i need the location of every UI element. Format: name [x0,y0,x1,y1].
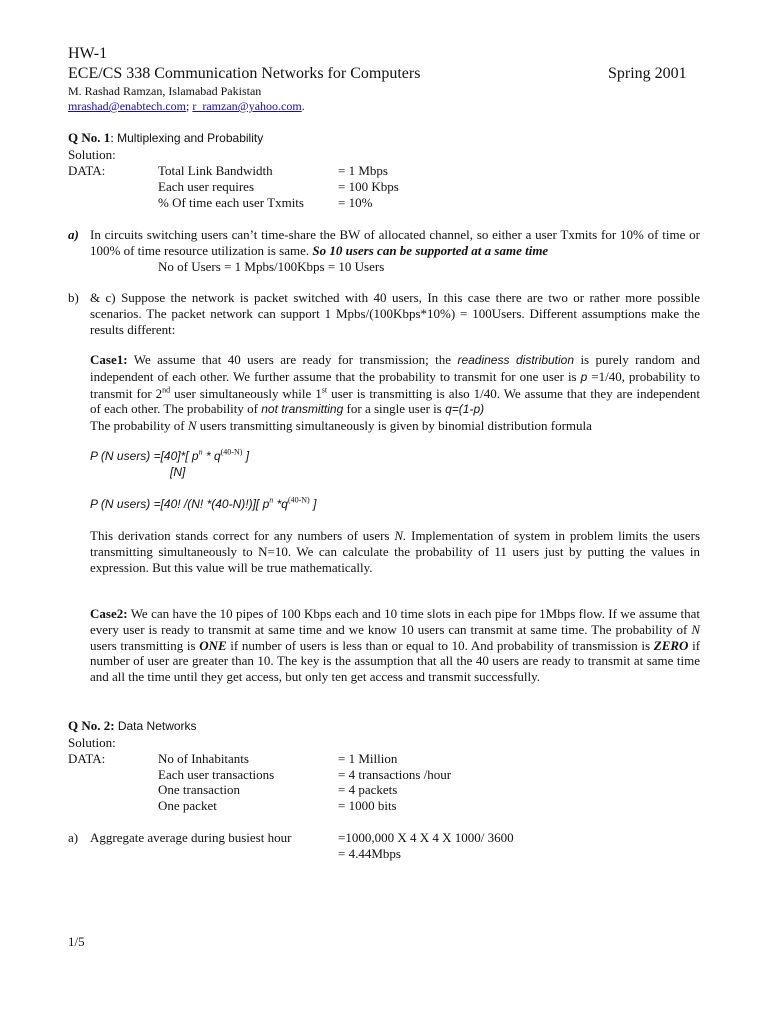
q1-data-value: = 100 Kbps [338,179,399,194]
q2-data-value: = 1 Million [338,751,398,766]
q2-data-value: = 4 packets [338,782,398,797]
page-number: 1/5 [68,934,85,949]
q1-a-text: In circuits switching users can’t time-share the BW of allocated channel, so either a user Txmits for 10% of time or 100% of time resource utilization is same. So 10 users can be supported at a same time [90,227,700,258]
q2-data-name: No of Inhabitants [158,751,249,766]
q1-data-name: % Of time each user Txmits [158,195,304,210]
q1-title: Multiplexing and Probability [117,131,264,145]
email-link-2[interactable]: r_ramzan@yahoo.com [192,99,302,113]
author: M. Rashad Ramzan, Islamabad Pakistan [68,84,262,98]
q2-data-value: = 1000 bits [338,798,397,813]
q1-a-calc: No of Users = 1 Mpbs/100Kbps = 10 Users [158,259,385,274]
q2-a-calc-1: =1000,000 X 4 X 4 X 1000/ 3600 [338,830,514,845]
term: Spring 2001 [608,65,687,82]
q1-data-name: Total Link Bandwidth [158,163,273,178]
q2-data-name: One packet [158,798,217,813]
q1-label: Q No. 1 [68,130,111,145]
email-link-1[interactable]: mrashad@enabtech.com [68,99,187,113]
case2-paragraph: Case2: We can have the 10 pipes of 100 Kbps each and 10 time slots in each pipe for 1Mbps flow. If we assume that every user is ready to transmit at same time and we know 10 users can transmit at same time. The probability of N users transmitting is ONE if number of users is less than or equal to 10. And probability of transmission is ZERO if number of user are greater than 10. The key is the assumption that all the 40 users are ready to transmit at same time and all the time until they get access, but only ten get access and transmit successfully. [90,606,701,685]
q2-a-label: a) [68,830,79,845]
q1-data-value: = 1 Mbps [338,163,388,178]
formula-2: P (N users) =[40! /(N! *(40-N)!)][ $p^n$ $*q^{(40-N)}$ ] [90,495,317,511]
q1-data-value: = 10% [338,195,373,210]
case1-paragraph: Case1: We assume that 40 users are ready for transmission; the readiness distribution is purely random and independent of each other. We further assume that the probability to transmit for one user is p =1/40, probability to transmit for 2nd user simultaneously while 1st user is transmitting is also 1/40. We assume that they are independent of each other. The probability of not transmitting for a single user is q=(1-p) The probability of N users transmitting simultaneously is given by binomial distribution formula [90,352,701,434]
q1-a-label: a) [68,227,79,242]
q2-data-name: Each user transactions [158,767,275,782]
q2-heading: Q No. 2: Data Networks [68,718,197,733]
q2-data-value: = 4 transactions /hour [338,767,452,782]
formula-1-bottom: [N] [170,465,186,479]
hw-label: HW-1 [68,45,108,62]
q2-solution: Solution: [68,735,116,750]
author-emails: mrashad@enabtech.com; r_ramzan@yahoo.com. [68,99,305,113]
q1-b-label: b) [68,290,79,305]
q2-data-name: One transaction [158,782,240,797]
derivation-paragraph: This derivation stands correct for any numbers of users N. Implementation of system in problem limits the users transmitting simultaneously to N=10. We can calculate the probability of 11 users just by putting the values in expression. But this value will be true mathematically. [90,528,701,575]
q1-b-text: & c) Suppose the network is packet switched with 40 users, In this case there are two or rather more possible scenarios. The packet network can support 1 Mpbs/(100Kbps*10%) = 100Users. Different assumptions make the results different: [90,290,700,337]
q2-data-label: DATA: [68,751,106,766]
course-title: ECE/CS 338 Communication Networks for Computers [68,65,421,82]
q1-data-label: DATA: [68,163,106,178]
q1-data-name: Each user requires [158,179,255,194]
q1-heading: Q No. 1: Multiplexing and Probability [68,130,264,145]
formula-1: P (N users) =[40]*[ $p^n * q^{(40-N)}$ ] [90,447,250,463]
q2-a-text: Aggregate average during busiest hour [90,830,292,845]
q2-a-calc-2: = 4.44Mbps [338,846,401,861]
q1-solution: Solution: [68,147,116,162]
